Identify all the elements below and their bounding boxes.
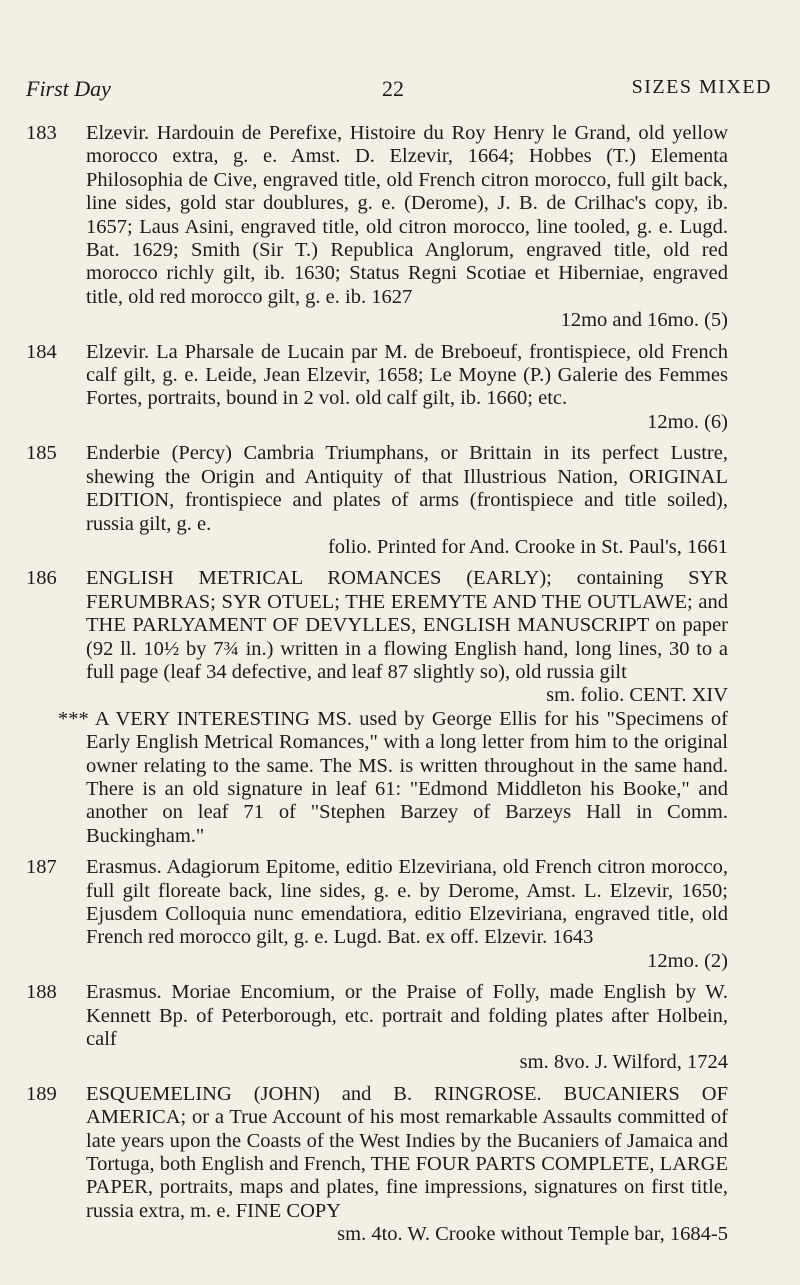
lot-number: 185 — [26, 442, 57, 465]
lot-number: 187 — [26, 856, 57, 879]
entry-description: Elzevir. La Pharsale de Lucain par M. de Breboeuf, frontispiece, old French calf gilt, g. e. Leide, Jean Elzevir, 1658; Le Moyne (P.) Galerie des Femmes Fortes, portraits, bound in 2 vol. old calf gilt, ib. 1660; etc. — [86, 340, 728, 410]
entry-description: Erasmus. Adagiorum Epitome, editio Elzeviriana, old French citron morocco, full gilt floreate back, line sides, g. e. by Derome, Amst. L. Elzevir, 1650; Ejusdem Colloquia nunc emendatiora, editio Elzeviriana, engraved title, old French red morocco gilt, g. e. Lugd. Bat. ex off. Elzevir. 1643 — [86, 856, 728, 949]
catalogue-entry — [0, 122, 800, 333]
section-heading: SIZES MIXED — [631, 76, 772, 98]
catalogue-entry — [0, 856, 800, 973]
lot-number: 186 — [26, 567, 57, 590]
catalogue-entry — [0, 567, 800, 848]
entry-body — [86, 1083, 728, 1247]
entry-description: Elzevir. Hardouin de Perefixe, Histoire du Roy Henry le Grand, old yellow morocco extra, g. e. Amst. D. Elzevir, 1664; Hobbes (T.) Elementa Philosophia de Cive, engraved title, old French citron morocco, full gilt back, line sides, gold star doublures, g. e. (Derome), J. B. de Crilhac's copy, ib. 1657; Laus Asini, engraved title, old citron morocco, line tooled, g. e. Lugd. Bat. 1629; Smith (Sir T.) Republica Anglorum, engraved title, old red morocco richly gilt, ib. 1630; Status Regni Scotiae et Hiberniae, engraved title, old red morocco gilt, g. e. ib. 1627 — [86, 122, 728, 308]
lot-number: 184 — [26, 340, 57, 363]
entry-body — [86, 341, 728, 435]
entry-description: Enderbie (Percy) Cambria Triumphans, or Brittain in its perfect Lustre, shewing the Origin and Antiquity of that Illustrious Nation, ORIGINAL EDITION, frontispiece and plates of arms (frontispiece and title soiled), russia gilt, g. e. — [86, 442, 728, 535]
day-heading: First Day — [26, 76, 111, 101]
lot-number: 183 — [26, 122, 57, 144]
lot-number: 189 — [26, 1082, 57, 1105]
entry-format: sm. 4to. W. Crooke without Temple bar, 1684-5 — [337, 1223, 728, 1246]
catalogue-entry — [0, 341, 800, 435]
entry-body — [86, 981, 728, 1075]
page-number: 22 — [382, 76, 404, 101]
entry-format: sm. 8vo. J. Wilford, 1724 — [519, 1051, 728, 1074]
page-header — [26, 76, 772, 106]
lot-number: 188 — [26, 981, 57, 1004]
entry-description: ENGLISH METRICAL ROMANCES (EARLY); containing SYR FERUMBRAS; SYR OTUEL; THE EREMYTE AND THE OUTLAWE; and THE PARLYAMENT OF DEVYLLES, ENGLISH MANUSCRIPT on paper (92 ll. 10½ by 7¾ in.) written in a flowing English hand, long lines, 30 to a full page (leaf 34 defective, and leaf 87 slightly so), old russia gilt — [86, 567, 728, 683]
catalogue-entry — [0, 1083, 800, 1247]
entry-body — [86, 442, 728, 559]
entry-note: *** A VERY INTERESTING MS. used by George Ellis for his "Specimens of Early English Metrical Romances," with a long letter from him to the original owner relating to the same. The MS. is written throughout in the same hand. There is an old signature in leaf 61: "Edmond Middleton his Booke," and another on leaf 71 of "Stephen Barzey of Barzeys Hall in Comm. Buckingham." — [58, 707, 728, 847]
entry-format: sm. folio. CENT. XIV — [546, 684, 728, 707]
entry-description: ESQUEMELING (JOHN) and B. RINGROSE. BUCANIERS OF AMERICA; or a True Account of his most remarkable Assaults committed of late years upon the Coasts of the West Indies by the Bucaniers of Jamaica and Tortuga, both English and French, THE FOUR PARTS COMPLETE, LARGE PAPER, portraits, maps and plates, fine impressions, signatures on first title, russia extra, m. e. FINE COPY — [86, 1082, 728, 1222]
entry-format: folio. Printed for And. Crooke in St. Paul's, 1661 — [327, 535, 728, 558]
catalogue-entry — [0, 981, 800, 1075]
entry-format: 12mo. (6) — [647, 410, 728, 433]
catalogue-entry — [0, 442, 800, 559]
entry-body — [58, 567, 728, 848]
entry-description: Erasmus. Moriae Encomium, or the Praise of Folly, made English by W. Kennett Bp. of Peterborough, etc. portrait and folding plates after Holbein, calf — [86, 981, 728, 1051]
entry-format: 12mo and 16mo. (5) — [560, 309, 728, 332]
entry-format: 12mo. (2) — [647, 949, 728, 972]
catalogue-entries — [0, 122, 800, 1255]
entry-body — [86, 856, 728, 973]
entry-body — [86, 122, 728, 333]
